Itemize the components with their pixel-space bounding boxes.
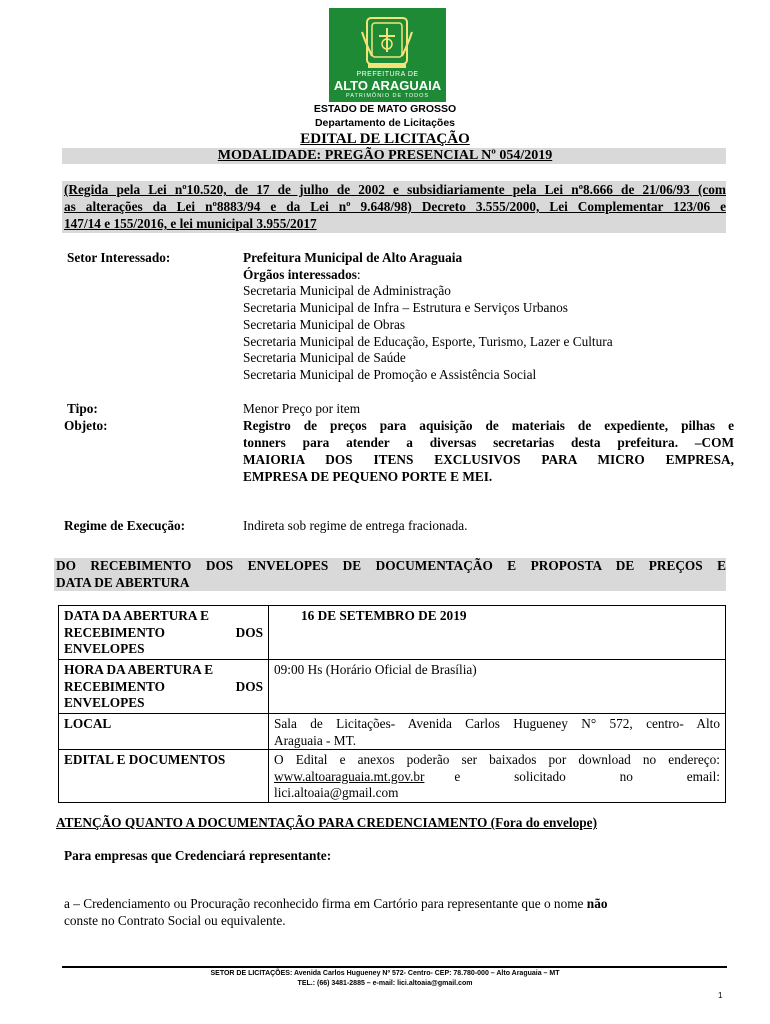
table-row xyxy=(59,606,726,660)
item-a-text: a – Credenciamento ou Procuração reconhecido firma em Cartório para representante que o nome xyxy=(64,896,587,911)
footer-address: SETOR DE LICITAÇÕES: Avenida Carlos Hugueney Nº 572- Centro- CEP: 78.780-000 – Alto Araguaia – MT xyxy=(210,970,560,977)
object-line2: tonners para atender a diversas secretarias desta prefeitura. –COM xyxy=(243,435,734,450)
cell-text: Araguaia - MT. xyxy=(274,732,357,748)
sector-name: Prefeitura Municipal de Alto Araguaia xyxy=(243,250,463,265)
footer-contact: TEL.: (66) 3481-2885 – e-mail: lici.altoaia@gmail.com xyxy=(297,980,473,987)
opening-info-table xyxy=(58,605,726,803)
organs-label: Órgãos interessados xyxy=(243,267,357,282)
logo-line2: ALTO ARAGUAIA xyxy=(333,78,442,93)
object-label: Objeto: xyxy=(64,418,108,433)
cell-text: e solicitado no email: xyxy=(454,768,720,784)
state-name: ESTADO DE MATO GROSSO xyxy=(313,103,457,115)
website-link[interactable]: www.altoaraguaia.mt.gov.br xyxy=(274,768,425,784)
law-line2: as alterações da Lei nº8883/94 e da Lei nº 9.648/98) Decreto 3.555/2000, Lei Complementar 123/06 e xyxy=(64,199,726,214)
cell-text: O Edital e anexos poderão ser baixados por download no endereço: xyxy=(274,752,720,767)
regime-value: Indireta sob regime de entrega fracionada. xyxy=(243,518,468,533)
edital-title: EDITAL DE LICITAÇÃO xyxy=(300,131,470,147)
cell-text: Sala de Licitações- Avenida Carlos Hugueney N° 572, centro- Alto xyxy=(274,716,720,731)
type-value: Menor Preço por item xyxy=(243,401,361,416)
opening-time-value: 09:00 Hs (Horário Oficial de Brasília) xyxy=(269,660,726,714)
sector-label: Setor Interessado: xyxy=(67,250,171,265)
table-label-cell xyxy=(59,606,269,660)
attention-heading: ATENÇÃO QUANTO A DOCUMENTAÇÃO PARA CREDENCIAMENTO (Fora do envelope) xyxy=(56,815,597,830)
cell-text: RECEBIMENTO DOS xyxy=(64,678,263,694)
object-line4: EMPRESA DE PEQUENO PORTE E MEI. xyxy=(243,469,493,484)
documents-label: EDITAL E DOCUMENTOS xyxy=(59,750,269,803)
table-row xyxy=(59,750,726,803)
organ-item: Secretaria Municipal de Obras xyxy=(243,317,406,332)
documents-value xyxy=(269,750,726,803)
representative-heading: Para empresas que Credenciará representante: xyxy=(64,848,332,863)
organs-heading xyxy=(243,267,361,284)
item-a-line1 xyxy=(64,896,608,913)
table-row xyxy=(59,714,726,750)
cell-text: ENVELOPES xyxy=(64,695,145,710)
organ-item: Secretaria Municipal de Educação, Esporte, Turismo, Lazer e Cultura xyxy=(243,334,613,349)
item-a-emphasis: não xyxy=(586,896,608,911)
email-text: lici.altoaia@gmail.com xyxy=(274,785,399,800)
logo-line3: PATRIMÔNIO DE TODOS xyxy=(345,93,430,99)
cell-text: ENVELOPES xyxy=(64,641,145,656)
cell-text: RECEBIMENTO DOS xyxy=(64,624,263,640)
organ-item: Secretaria Municipal de Administração xyxy=(243,283,451,298)
organs-colon: : xyxy=(356,267,361,282)
cell-text: DATA DA ABERTURA E xyxy=(64,608,209,623)
opening-date-value: 16 DE SETEMBRO DE 2019 xyxy=(269,606,726,660)
modality-title: MODALIDADE: PREGÃO PRESENCIAL Nº 054/2019 xyxy=(217,148,553,163)
cell-text: HORA DA ABERTURA E xyxy=(64,662,214,677)
law-line3: 147/14 e 155/2016, e lei municipal 3.955/2017 xyxy=(64,216,317,231)
object-line1: Registro de preços para aquisição de materiais de expediente, pilhas e xyxy=(243,418,734,433)
type-label: Tipo: xyxy=(67,401,98,416)
regime-label: Regime de Execução: xyxy=(64,518,186,533)
footer-divider xyxy=(62,966,727,968)
table-label-cell xyxy=(59,660,269,714)
download-line xyxy=(274,769,720,786)
organ-item: Secretaria Municipal de Promoção e Assistência Social xyxy=(243,367,537,382)
department-name: Departamento de Licitações xyxy=(314,117,456,129)
table-row xyxy=(59,660,726,714)
object-line3: MAIORIA DOS ITENS EXCLUSIVOS PARA MICRO EMPRESA, xyxy=(243,452,734,467)
item-a-line2: conste no Contrato Social ou equivalente. xyxy=(64,913,286,928)
organ-item: Secretaria Municipal de Saúde xyxy=(243,350,406,365)
page-number: 1 xyxy=(718,991,723,1000)
location-value xyxy=(269,714,726,750)
location-label: LOCAL xyxy=(59,714,269,750)
organ-item: Secretaria Municipal de Infra – Estrutura e Serviços Urbanos xyxy=(243,300,568,315)
logo-line1: PREFEITURA DE xyxy=(356,71,419,78)
receipt-title-line1: DO RECEBIMENTO DOS ENVELOPES DE DOCUMENTAÇÃO E PROPOSTA DE PREÇOS E xyxy=(56,558,726,573)
receipt-title-line2: DATA DE ABERTURA xyxy=(56,575,190,590)
city-logo xyxy=(329,8,446,102)
coat-of-arms-icon xyxy=(358,14,416,70)
law-line1: (Regida pela Lei nº10.520, de 17 de julho de 2002 e subsidiariamente pela Lei nº8.666 de 21/06/93 (com xyxy=(64,182,726,197)
